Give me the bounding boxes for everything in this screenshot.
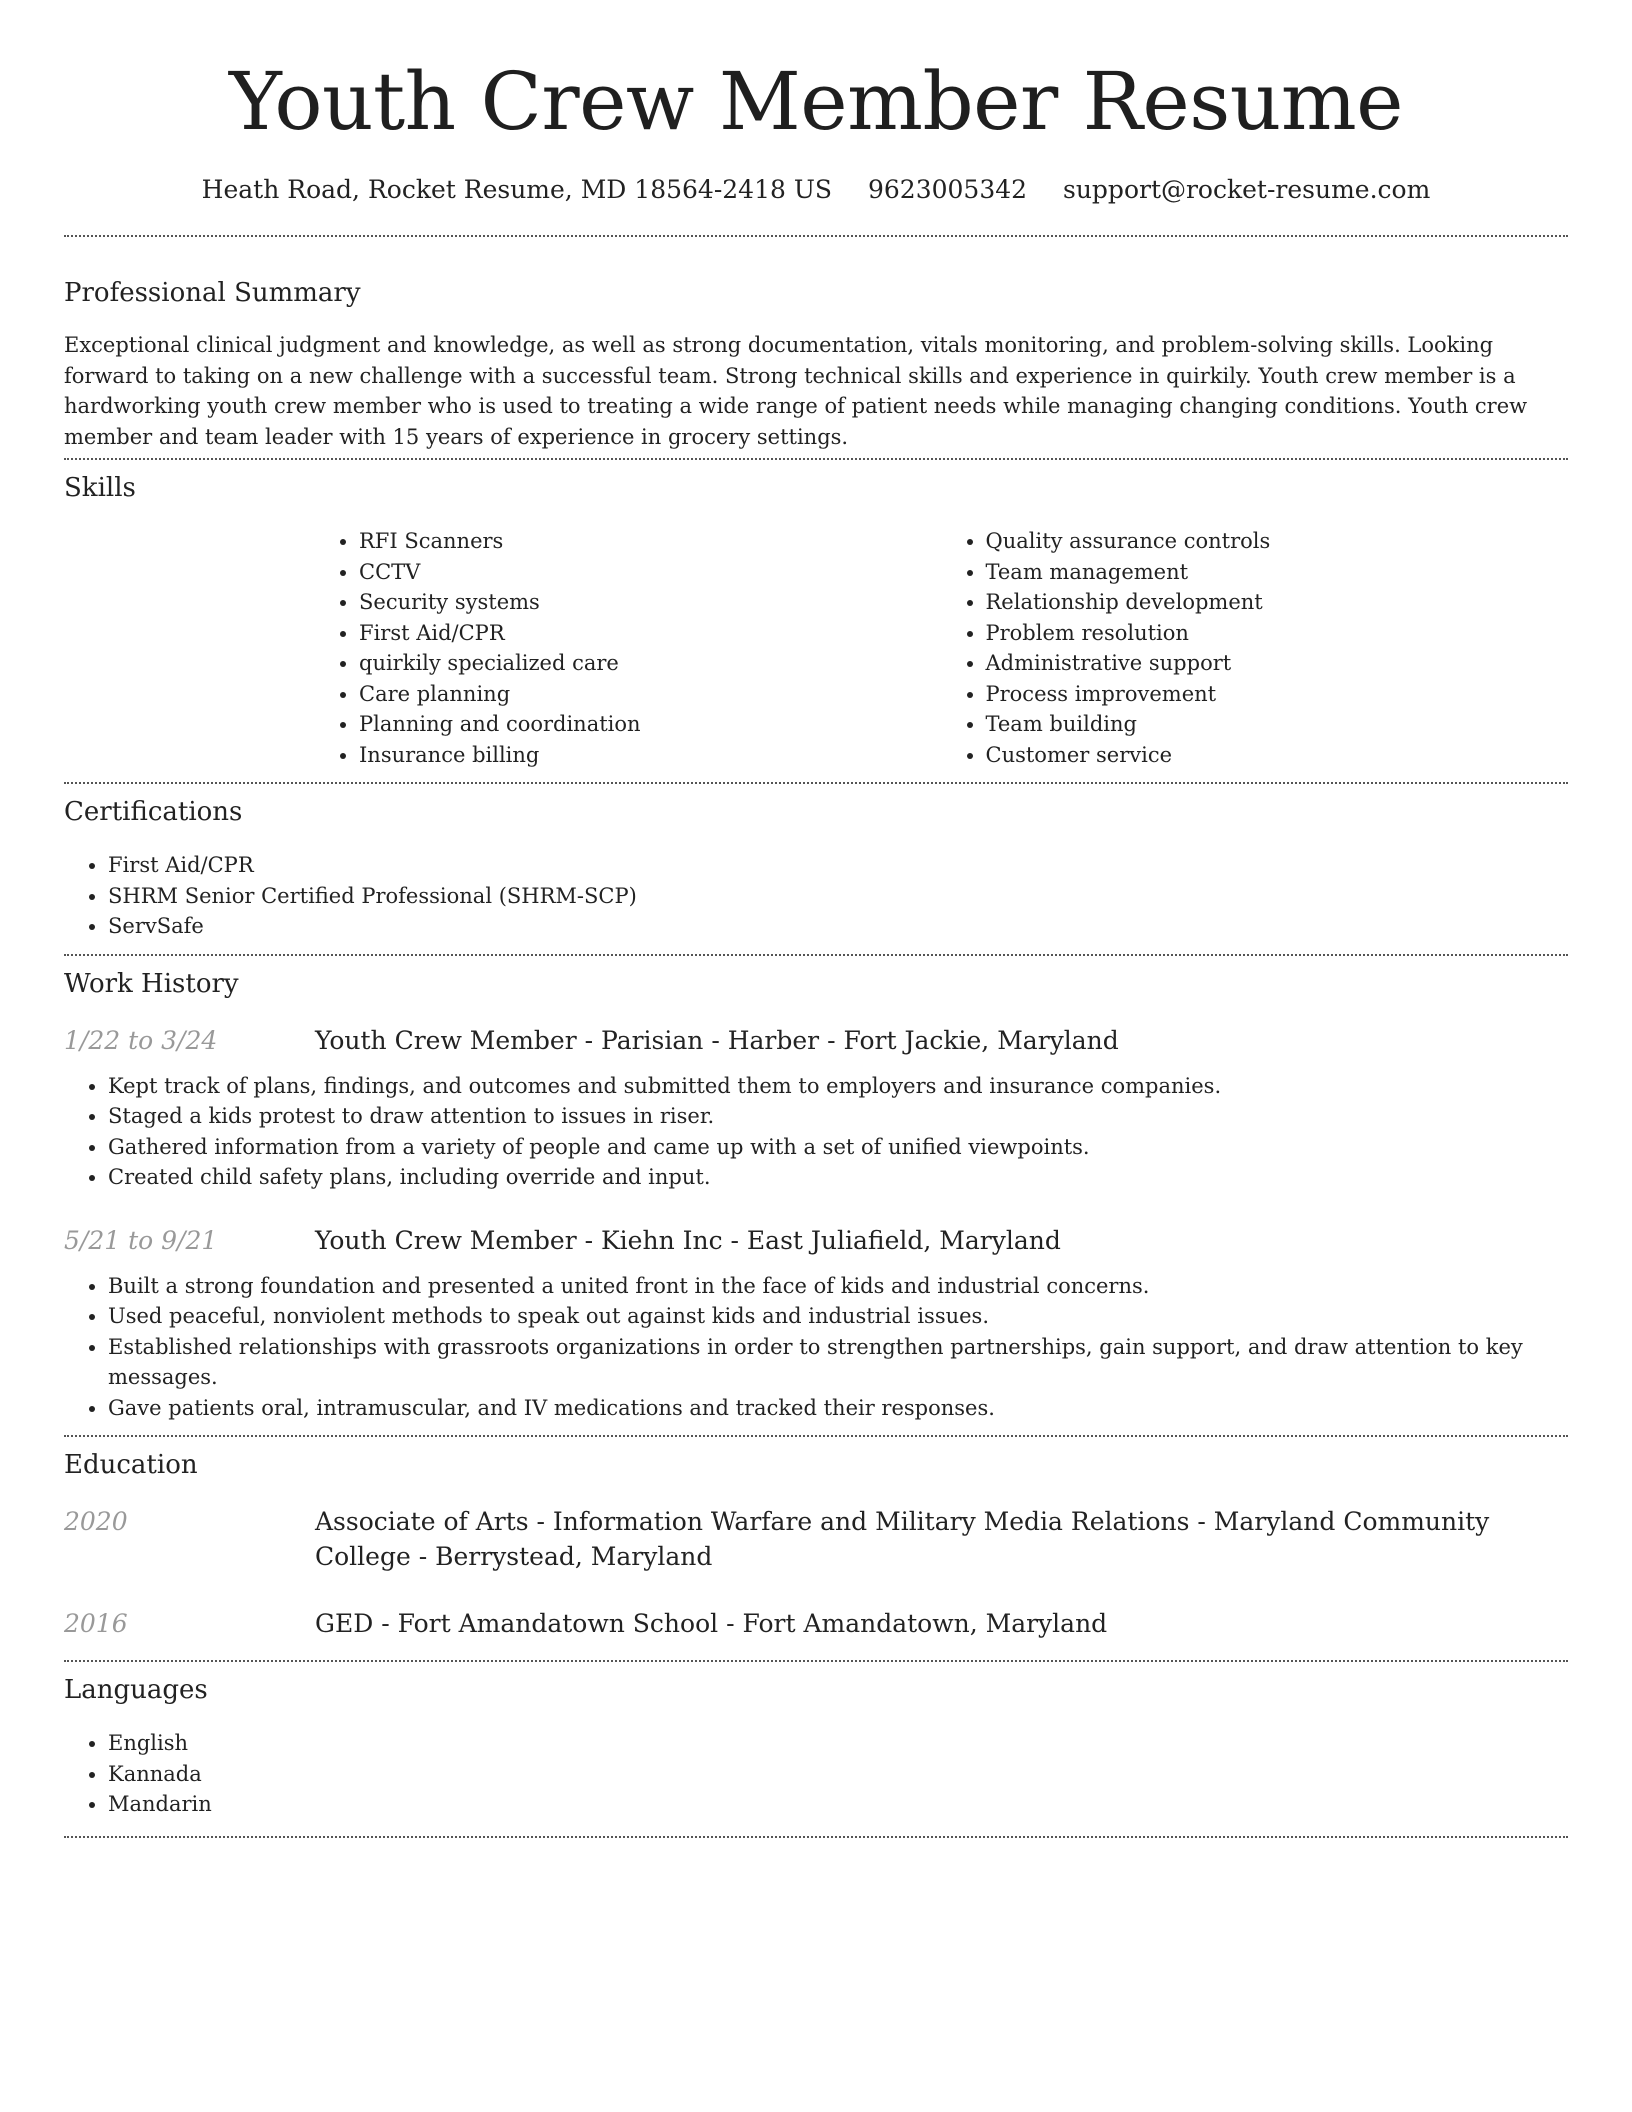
work-entry	[64, 1223, 1568, 1258]
education-headline	[315, 1504, 1568, 1574]
skill-item: • Relationship development	[986, 587, 1569, 618]
school-name: - Fort Amandatown School - Fort Amandatown, Maryland	[373, 1609, 1108, 1638]
contact-email: support@rocket-resume.com	[1063, 175, 1431, 204]
contact-phone: 9623005342	[867, 175, 1028, 204]
skill-item: • Care planning	[359, 679, 942, 710]
skill-item: • Insurance billing	[359, 740, 942, 771]
work-bullet: • Gave patients oral, intramuscular, and IV medications and tracked their responses.	[108, 1393, 1568, 1424]
work-date: 5/21 to 9/21	[64, 1225, 218, 1255]
divider	[64, 1836, 1568, 1838]
work-bullets	[64, 1071, 1568, 1193]
skill-item: • Team building	[986, 709, 1569, 740]
work-bullets	[64, 1271, 1568, 1424]
languages-list	[64, 1728, 1568, 1820]
education-year: 2020	[64, 1507, 128, 1536]
section-heading-certifications: Certifications	[64, 797, 243, 827]
education-entry	[64, 1504, 1568, 1574]
work-headline	[315, 1023, 1568, 1058]
job-title: Youth Crew Member	[315, 1225, 577, 1255]
work-bullet: • Established relationships with grassroots organizations in order to strengthen partnerships, gain support, and draw attention to key messages.	[108, 1332, 1568, 1393]
degree-name: GED	[315, 1609, 374, 1638]
skill-item: • Security systems	[359, 587, 942, 618]
work-bullet: • Created child safety plans, including override and input.	[108, 1162, 1568, 1193]
contact-line	[64, 172, 1568, 208]
section-heading-skills: Skills	[64, 473, 136, 503]
job-title: Youth Crew Member	[315, 1025, 577, 1055]
work-bullet: • Staged a kids protest to draw attention to issues in riser.	[108, 1101, 1568, 1132]
skill-item: • Team management	[986, 557, 1569, 588]
divider	[64, 458, 1568, 460]
skills-list	[315, 526, 1568, 770]
section-heading-summary: Professional Summary	[64, 278, 361, 308]
skill-item: • quirkily specialized care	[359, 648, 942, 679]
contact-address: Heath Road, Rocket Resume, MD 18564-2418 US	[201, 175, 833, 204]
work-headline	[315, 1223, 1568, 1258]
certification-item: • ServSafe	[108, 911, 1568, 942]
work-entry	[64, 1023, 1568, 1058]
work-bullet: • Kept track of plans, findings, and outcomes and submitted them to employers and insurance companies.	[108, 1071, 1568, 1102]
skill-item: • Problem resolution	[986, 618, 1569, 649]
certification-item: • SHRM Senior Certified Professional (SHRM-SCP)	[108, 881, 1568, 912]
work-date: 1/22 to 3/24	[64, 1025, 218, 1055]
education-entry	[64, 1606, 1568, 1641]
certification-item: • First Aid/CPR	[108, 850, 1568, 881]
school-name: - Maryland Community College - Berrystead, Maryland	[315, 1507, 1490, 1571]
skills-column-right	[942, 526, 1569, 770]
certifications-list	[64, 850, 1568, 942]
skill-item: • Planning and coordination	[359, 709, 942, 740]
language-item: • Mandarin	[108, 1789, 1568, 1820]
skill-item: • RFI Scanners	[359, 526, 942, 557]
language-item: • Kannada	[108, 1759, 1568, 1790]
section-heading-education: Education	[64, 1450, 198, 1480]
work-bullet: • Used peaceful, nonviolent methods to speak out against kids and industrial issues.	[108, 1301, 1568, 1332]
divider	[64, 782, 1568, 784]
education-year: 2016	[64, 1609, 128, 1638]
degree-name: Associate of Arts - Information Warfare and Military Media Relations	[315, 1507, 1190, 1536]
divider	[64, 954, 1568, 956]
skill-item: • CCTV	[359, 557, 942, 588]
job-employer: - Parisian - Harber - Fort Jackie, Maryland	[576, 1025, 1119, 1055]
summary-text: Exceptional clinical judgment and knowledge, as well as strong documentation, vitals monitoring, and problem-solving skills. Looking forward to taking on a new challenge with a successful team. Strong technical skills and experience in quirkily. Youth crew member is a hardworking youth crew member who is used to treating a wide range of patient needs while managing changing conditions. Youth crew member and team leader with 15 years of experience in grocery settings.	[64, 333, 1528, 449]
skill-item: • First Aid/CPR	[359, 618, 942, 649]
skill-item: • Customer service	[986, 740, 1569, 771]
section-heading-languages: Languages	[64, 1675, 208, 1705]
skills-column-left	[315, 526, 942, 770]
job-employer: - Kiehn Inc - East Juliafield, Maryland	[576, 1225, 1061, 1255]
divider	[64, 1660, 1568, 1662]
skill-item: • Quality assurance controls	[986, 526, 1569, 557]
work-bullet: • Gathered information from a variety of people and came up with a set of unified viewpoints.	[108, 1132, 1568, 1163]
section-heading-work-history: Work History	[64, 968, 239, 999]
divider	[64, 1435, 1568, 1437]
language-item: • English	[108, 1728, 1568, 1759]
skill-item: • Process improvement	[986, 679, 1569, 710]
education-headline	[315, 1606, 1568, 1641]
skill-item: • Administrative support	[986, 648, 1569, 679]
page-title: Youth Crew Member Resume	[228, 55, 1404, 148]
divider	[64, 235, 1568, 237]
work-bullet: • Built a strong foundation and presented a united front in the face of kids and industrial concerns.	[108, 1271, 1568, 1302]
